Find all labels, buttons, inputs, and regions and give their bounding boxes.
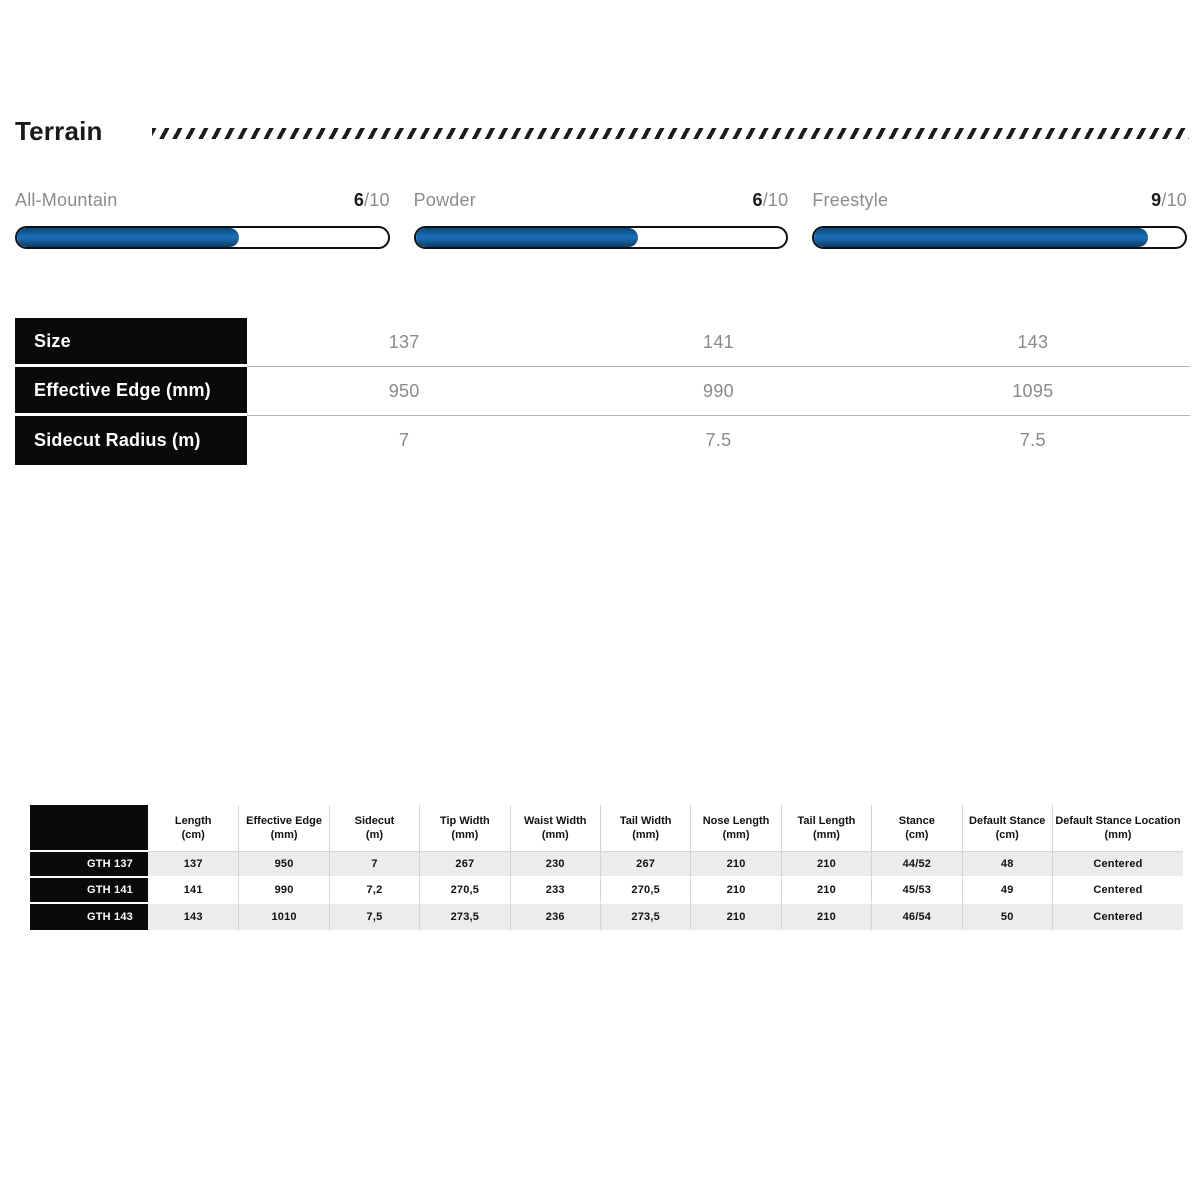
col-header-length [148, 805, 238, 852]
col-header-unit: (cm) [995, 829, 1019, 841]
rating-bar-fill [17, 228, 239, 247]
effective-edge-value: 1095 [876, 367, 1190, 416]
col-header-title: Stance [898, 814, 935, 827]
spec-row-label: GTH 137 [30, 852, 148, 878]
rating-score-value: 9 [1151, 190, 1162, 210]
col-header-unit: (mm) [270, 829, 298, 841]
rating-score-value: 6 [752, 190, 763, 210]
spec-cell: 210 [690, 852, 780, 878]
row-header-size: Size [15, 318, 247, 367]
rating-score [354, 190, 390, 211]
rating-score-denominator: /10 [364, 190, 390, 210]
spec-cell: 48 [962, 852, 1052, 878]
spec-cell: 143 [148, 904, 238, 930]
spec-row-label: GTH 141 [30, 878, 148, 904]
col-header-title: Tail Length [797, 814, 856, 827]
col-header-title: Default Stance Location [1055, 814, 1181, 827]
rating-score-value: 6 [353, 190, 365, 210]
spec-cell: 233 [510, 878, 600, 904]
size-summary-table [15, 318, 1190, 465]
spec-cell: Centered [1052, 904, 1183, 930]
col-header-stance [871, 805, 961, 852]
rating-powder [414, 190, 789, 249]
spec-cell: 44/52 [871, 852, 961, 878]
spec-cell: 270,5 [419, 878, 509, 904]
spec-cell: 210 [781, 878, 871, 904]
spec-cell: 45/53 [871, 878, 961, 904]
col-header-title: Tail Width [619, 814, 672, 827]
rating-bar-fill [416, 228, 638, 247]
spec-cell: 49 [962, 878, 1052, 904]
col-header-unit: (cm) [181, 829, 205, 841]
col-header-unit: (mm) [451, 829, 479, 841]
size-value: 137 [247, 318, 561, 367]
rating-head [812, 190, 1187, 211]
col-header-nose-length [690, 805, 780, 852]
col-header-unit: (mm) [1104, 829, 1132, 841]
spec-row-label: GTH 143 [30, 904, 148, 930]
col-header-tail-width [600, 805, 690, 852]
rating-bar [414, 226, 789, 249]
spec-cell: 7 [329, 852, 419, 878]
spec-cell: 267 [419, 852, 509, 878]
col-header-unit: (cm) [905, 829, 929, 841]
rating-bar [812, 226, 1187, 249]
spec-cell: 230 [510, 852, 600, 878]
col-header-unit: (m) [365, 829, 384, 841]
col-header-unit: (mm) [722, 829, 750, 841]
spec-cell: 950 [238, 852, 328, 878]
terrain-section-header [15, 116, 1189, 147]
col-header-unit: (mm) [541, 829, 569, 841]
col-header-unit: (mm) [632, 829, 660, 841]
rating-score [753, 190, 789, 211]
spec-cell: 7,2 [329, 878, 419, 904]
col-header-title: Length [174, 814, 212, 827]
spec-cell: 273,5 [600, 904, 690, 930]
col-header-sidecut [329, 805, 419, 852]
rating-score-denominator: /10 [1161, 190, 1188, 210]
rating-freestyle [812, 190, 1187, 249]
sidecut-radius-value: 7 [399, 430, 410, 450]
col-header-default-stance-location [1052, 805, 1183, 852]
spec-cell: 7,5 [329, 904, 419, 930]
spec-table [30, 805, 1183, 930]
rating-head [15, 190, 390, 211]
hatch-divider [152, 128, 1189, 139]
spec-cell: 210 [690, 878, 780, 904]
spec-cell: Centered [1052, 852, 1183, 878]
spec-cell: 210 [781, 904, 871, 930]
rating-label: All-Mountain [15, 190, 118, 210]
size-value: 141 [561, 318, 875, 367]
spec-cell: 50 [962, 904, 1052, 930]
sidecut-radius-value: 7.5 [705, 430, 732, 450]
col-header-title: Waist Width [524, 814, 587, 827]
effective-edge-value: 950 [247, 367, 561, 416]
effective-edge-value: 990 [561, 367, 875, 416]
spec-cell: Centered [1052, 878, 1183, 904]
spec-cell: 267 [600, 852, 690, 878]
rating-label: Powder [413, 190, 476, 210]
size-value: 143 [876, 318, 1190, 367]
sidecut-radius-value: 7.5 [1019, 430, 1046, 450]
col-header-unit: (mm) [813, 829, 840, 841]
rating-score [1151, 190, 1187, 211]
row-header-sidecut-radius: Sidecut Radius (m) [15, 416, 247, 465]
col-header-title: Default Stance [969, 814, 1046, 827]
col-header-default-stance [962, 805, 1052, 852]
rating-bar-fill [814, 228, 1148, 247]
spec-table-corner-cell [30, 805, 148, 852]
spec-cell: 990 [238, 878, 328, 904]
col-header-title: Sidecut [354, 814, 395, 827]
spec-cell: 210 [781, 852, 871, 878]
rating-bar [15, 226, 390, 249]
spec-cell: 137 [148, 852, 238, 878]
rating-all-mountain [15, 190, 390, 249]
col-header-title: Effective Edge [246, 814, 322, 827]
spec-cell: 1010 [238, 904, 328, 930]
rating-score-denominator: /10 [762, 190, 789, 210]
row-header-effective-edge: Effective Edge (mm) [15, 367, 247, 416]
terrain-section-title: Terrain [15, 116, 103, 146]
spec-cell: 210 [690, 904, 780, 930]
col-header-waist-width [510, 805, 600, 852]
spec-cell: 46/54 [871, 904, 961, 930]
rating-label: Freestyle [812, 190, 889, 210]
spec-cell: 141 [148, 878, 238, 904]
rating-head [414, 190, 789, 211]
col-header-title: Tip Width [439, 814, 490, 827]
col-header-title: Nose Length [702, 814, 770, 827]
spec-cell: 270,5 [600, 878, 690, 904]
col-header-effective-edge [238, 805, 328, 852]
col-header-tip-width [419, 805, 509, 852]
spec-cell: 236 [510, 904, 600, 930]
col-header-tail-length [781, 805, 871, 852]
terrain-ratings [15, 190, 1187, 249]
spec-cell: 273,5 [419, 904, 509, 930]
